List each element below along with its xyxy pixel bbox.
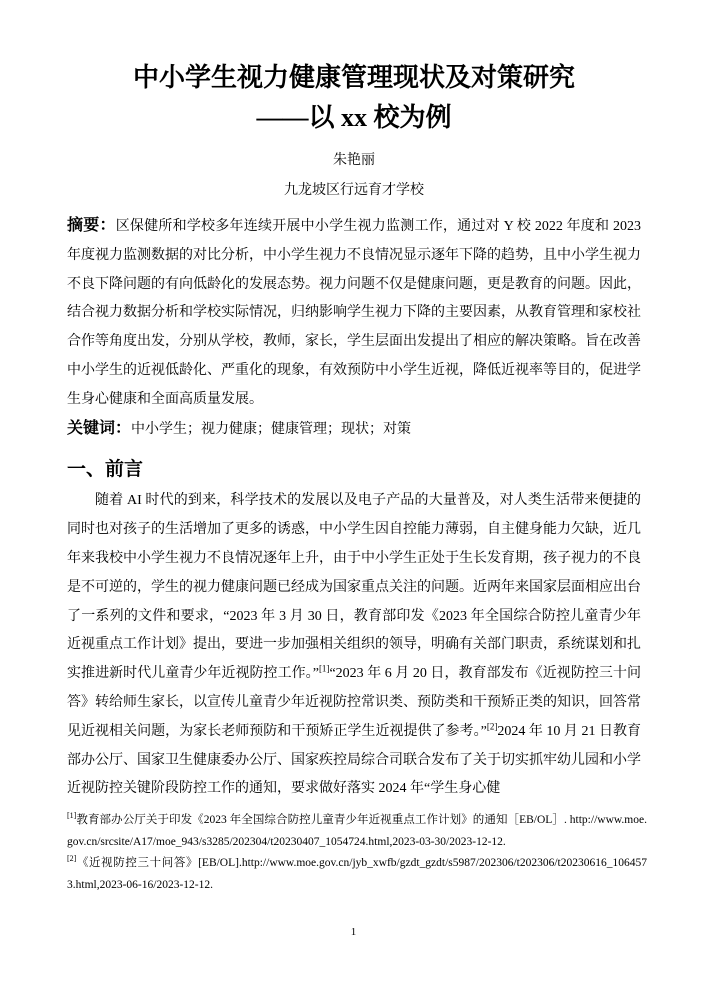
citation-superscript: [2] <box>486 721 498 732</box>
footnote <box>67 810 647 853</box>
abstract-label: 摘要： <box>67 217 116 234</box>
paragraph-text-run: “2023 年 6 月 20 日，教育部发布《近视防控三十问答》转给师生家长，以宣传儿童青少年近视防控常识类、预防类和干预矫正类的知识，回答常见近视相关问题，为家长老师预防和干预矫正学生近视提供了参考。” <box>67 666 641 739</box>
paper-subtitle: ——以 xx 校为例 <box>256 103 452 132</box>
footnote-text: 《近视防控三十问答》[EB/OL].http://www.moe.gov.cn/jyb_xwfb/gzdt_gzdt/s5987/202306/t202306/t20230616_1064573.html,2023-06-16/2023-12-12. <box>67 857 647 891</box>
paragraph-text-run: 随着 AI 时代的到来，科学技术的发展以及电子产品的大量普及，对人类生活带来便捷的同时也对孩子的生活增加了更多的诱惑，中小学生因自控能力薄弱，自主健身能力欠缺，近几年来我校中小学生视力不良情况逐年上升，由于中小学生正处于生长发育期，孩子视力的不良是不可逆的，学生的视力健康问题已经成为国家重点关注的问题。近两年来国家层面相应出台了一系列的文件和要求，“2023 年 3 月 30 日，教育部印发《2023 年全国综合防控儿童青少年近视重点工作计划》提出，要进一步加强相关组织的领导，明确有关部门职责，系统谋划和扎实推进新时代儿童青少年近视防控工作。” <box>67 493 641 682</box>
keywords-line <box>67 415 641 445</box>
footnote <box>67 853 647 896</box>
paragraph-text-run: 2024 年 10 月 21 日教育部办公厅、国家卫生健康委办公厅、国家疾控局综合司联合发布了关于切实抓牢幼儿园和小学近视防控关键阶段防控工作的通知，要求做好落实 2024 年“学生身心健 <box>67 723 642 797</box>
footnote-marker: [2] <box>67 854 77 864</box>
footnotes <box>67 810 647 896</box>
author-name: 朱艳丽 <box>333 153 375 168</box>
citation-superscript: [1] <box>318 663 330 674</box>
abstract-paragraph <box>67 212 641 415</box>
abstract-text: 区保健所和学校多年连续开展中小学生视力监测工作，通过对 Y 校 2022 年度和 2023 年度视力监测数据的对比分析，中小学生视力不良情况显示逐年下降的趋势，且中小学生视力不良下降问题的有向低龄化的发展态势。视力问题不仅是健康问题，更是教育的问题。因此，结合视力数据分析和学校实际情况，归纳影响学生视力下降的主要因素，从教育管理和家校社合作等角度出发，分别从学校，教师，家长，学生层面出发提出了相应的解决策略。旨在改善中小学生的近视低龄化、严重化的现象，有效预防中小学生近视，降低近视率等目的，促进学生身心健康和全面高质量发展。 <box>67 219 641 407</box>
author-affiliation: 九龙坡区行远育才学校 <box>284 183 424 198</box>
intro-paragraph <box>67 487 641 804</box>
page-content <box>67 58 641 804</box>
paper-title: 中小学生视力健康管理现状及对策研究 <box>132 63 575 92</box>
section-heading-intro: 一、前言 <box>67 459 144 481</box>
footnote-marker: [1] <box>67 811 77 821</box>
keywords-label: 关键词： <box>67 419 132 437</box>
keywords-text: 中小学生；视力健康；健康管理；现状；对策 <box>131 421 412 437</box>
page-number: 1 <box>350 926 357 938</box>
footnote-text: 教育部办公厅关于印发《2023 年全国综合防控儿童青少年近视重点工作计划》的通知［EB/OL］. http://www.moe.gov.cn/srcsite/A17/moe_943/s3285/202304/t20230407_1054724.html,2023-03-30/2023-12-12. <box>67 814 647 848</box>
